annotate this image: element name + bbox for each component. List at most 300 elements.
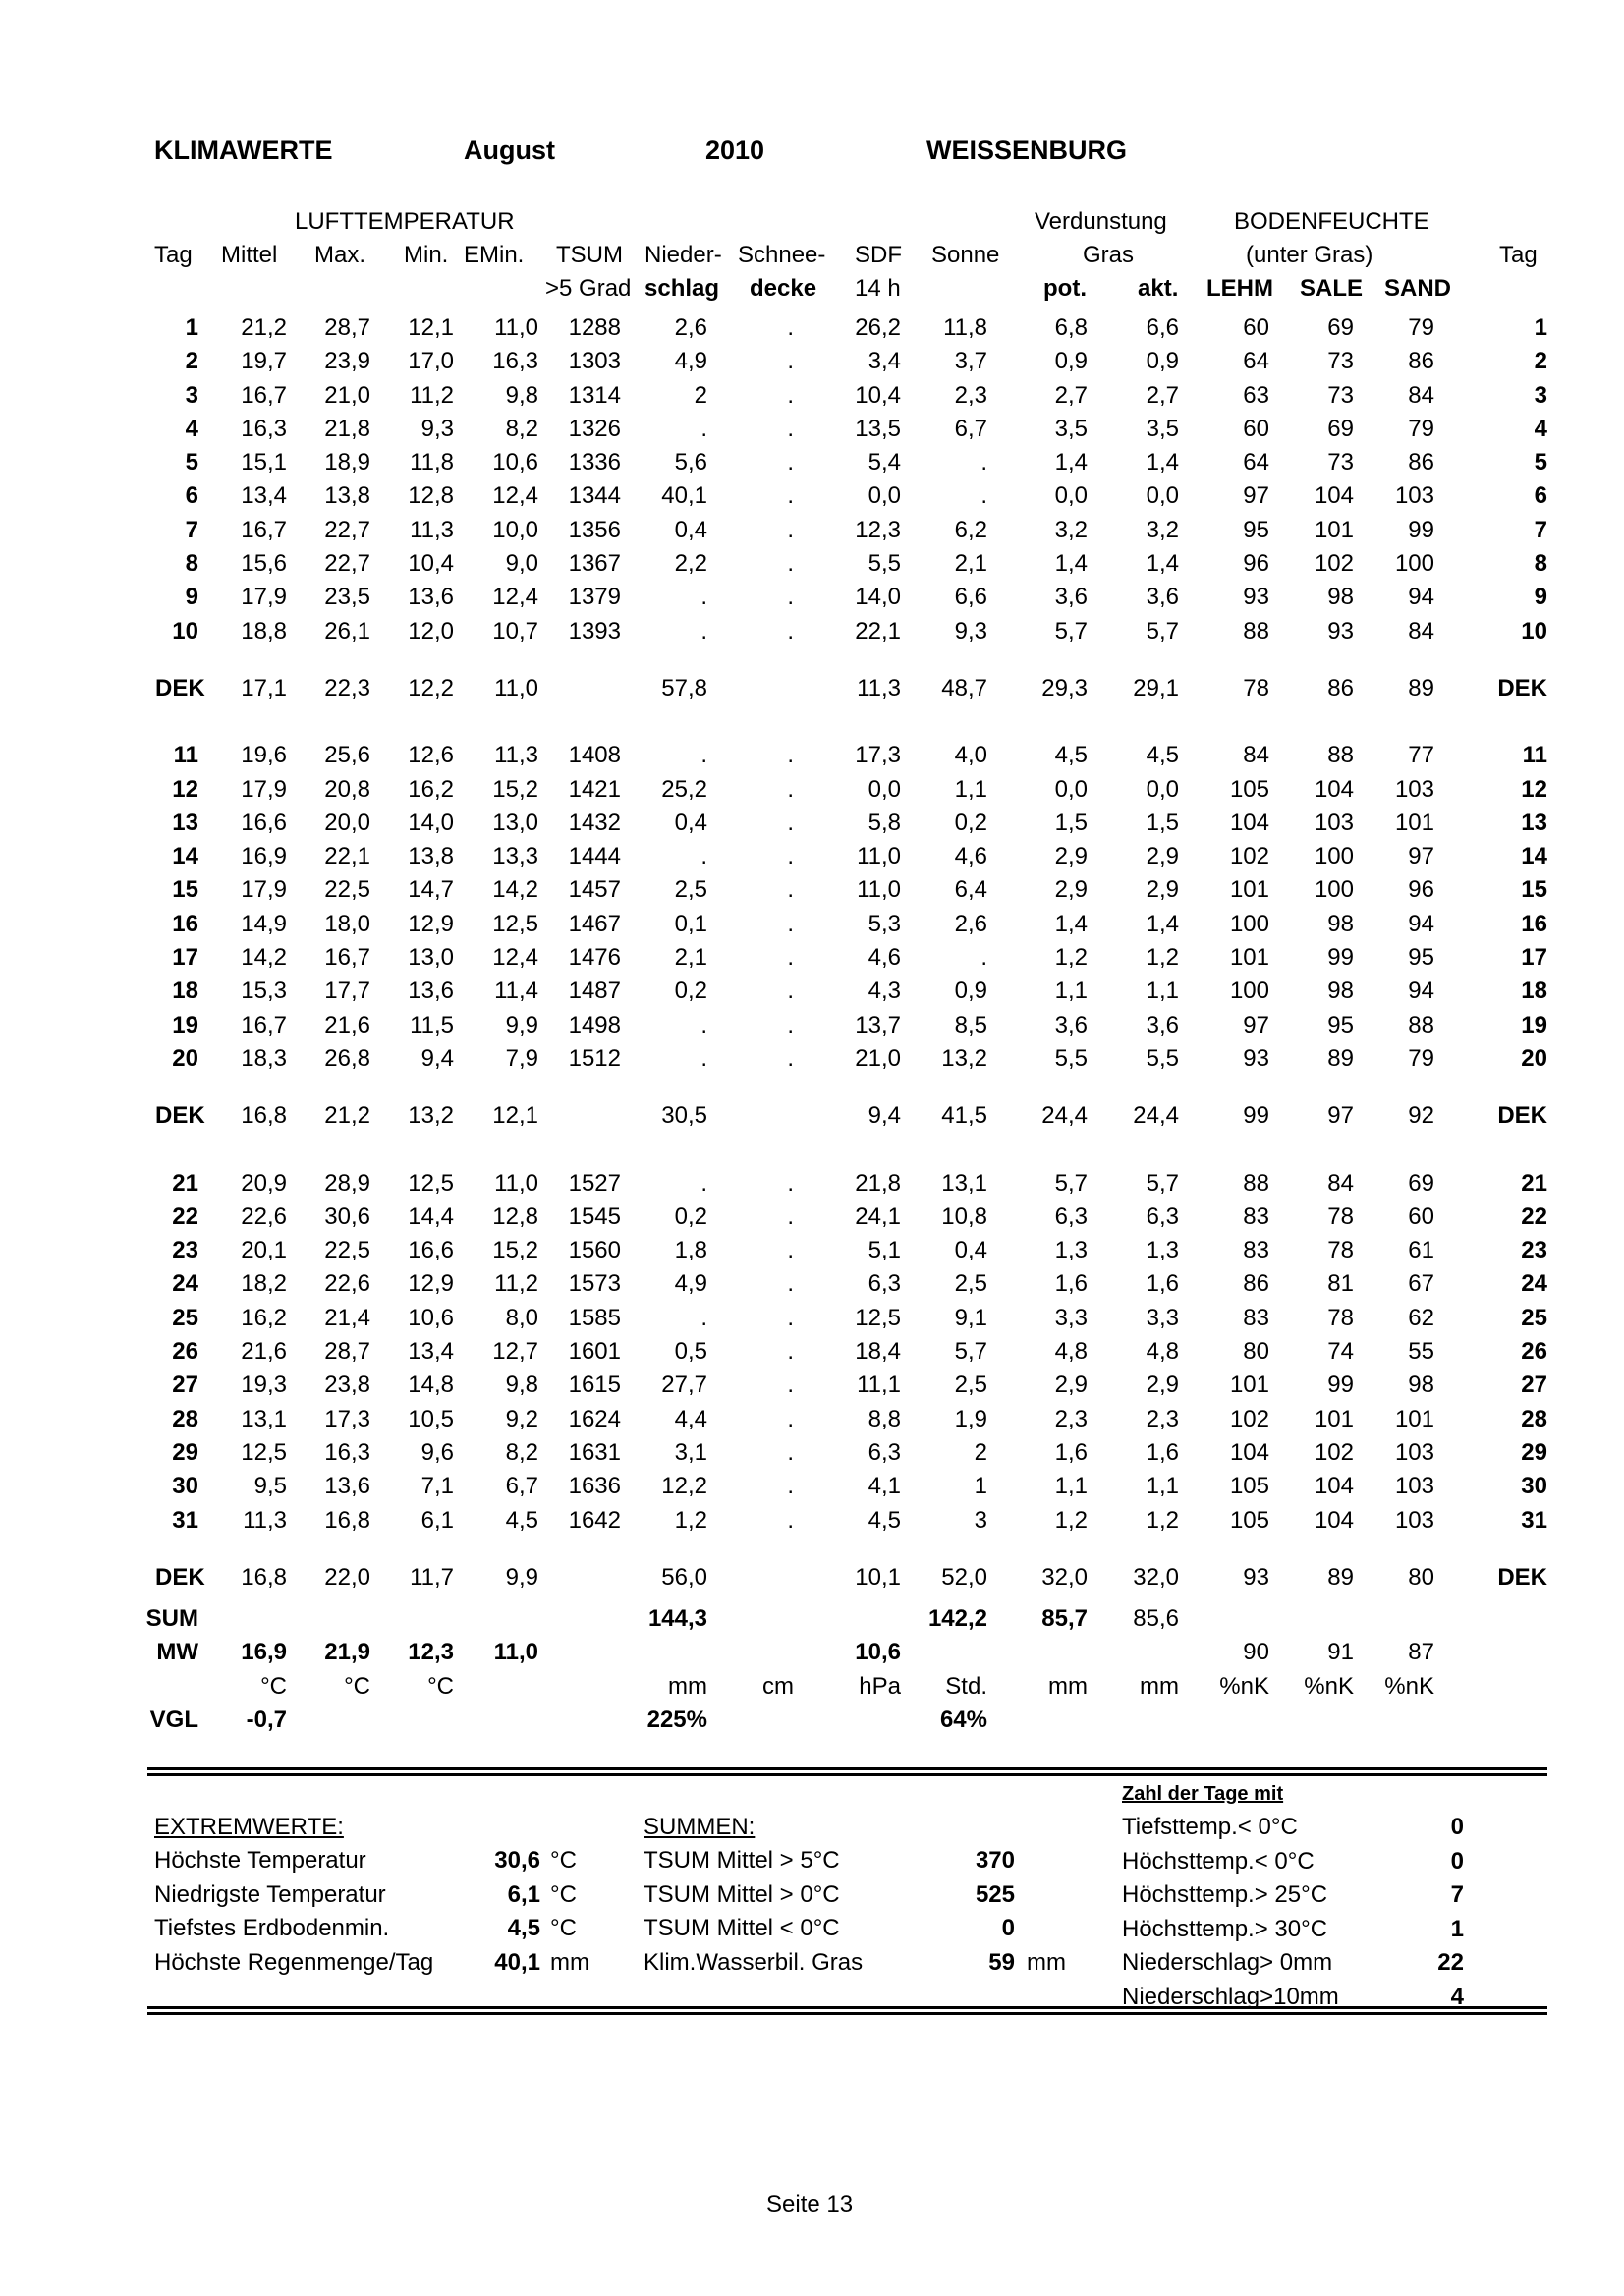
table-cell: 16,3 (241, 415, 287, 442)
table-cell: 24,4 (1133, 1102, 1179, 1130)
table-cell: 1,4 (1146, 910, 1179, 937)
table-cell: °C (260, 1672, 287, 1700)
table-cell: 25 (172, 1304, 198, 1331)
table-cell: 0,0 (1146, 482, 1179, 510)
table-cell: 95 (1408, 944, 1434, 972)
table-cell: 19 (172, 1011, 198, 1038)
table-cell: 9,9 (505, 1011, 538, 1038)
table-cell: 29,3 (1041, 674, 1088, 701)
table-cell: 17,3 (855, 742, 901, 769)
table-cell: 16,7 (241, 381, 287, 409)
table-cell: 103 (1314, 809, 1354, 836)
table-cell: 13,4 (408, 1338, 454, 1366)
table-cell: 1,2 (1146, 1506, 1179, 1534)
table-cell: 86 (1243, 1270, 1269, 1298)
table-cell: . (700, 1304, 707, 1331)
table-cell: 13,8 (324, 482, 370, 510)
table-row (147, 1473, 1547, 1506)
table-cell: 91 (1327, 1639, 1354, 1666)
table-cell: 11,0 (857, 876, 901, 904)
table-cell: 81 (1327, 1270, 1354, 1298)
table-cell: 24,4 (1041, 1102, 1088, 1130)
table-cell: 102 (1314, 1438, 1354, 1466)
table-cell: 1,1 (1146, 978, 1179, 1005)
table-cell: 86 (1408, 449, 1434, 476)
table-cell: 61 (1408, 1237, 1434, 1264)
table-cell: 12,9 (408, 1270, 454, 1298)
table-cell: 28,7 (324, 1338, 370, 1366)
table-cell: 225% (646, 1706, 707, 1733)
table-cell: 26 (1521, 1338, 1547, 1366)
header-lufttemperatur: LUFTTEMPERATUR (295, 208, 515, 235)
table-cell: 1,6 (1054, 1438, 1088, 1466)
table-cell: 1,2 (1146, 944, 1179, 972)
table-cell: 15 (172, 876, 198, 904)
table-row (147, 810, 1547, 843)
table-cell: 1367 (568, 550, 621, 578)
table-cell: 13 (172, 809, 198, 836)
table-cell: 11 (1522, 742, 1547, 769)
summen-unit: mm (1027, 1948, 1066, 1976)
table-cell: 12,9 (408, 910, 454, 937)
table-cell: 8,2 (505, 1438, 538, 1466)
table-cell: 73 (1327, 348, 1354, 375)
table-cell: %nK (1219, 1672, 1269, 1700)
table-cell: DEK (1497, 674, 1547, 701)
table-cell: 0,9 (954, 978, 987, 1005)
table-cell: 27 (172, 1372, 198, 1399)
table-cell: 3,4 (868, 348, 901, 375)
table-cell: mm (668, 1672, 707, 1700)
table-cell: 10,7 (492, 617, 538, 644)
table-cell: 15,2 (492, 775, 538, 803)
table-cell: 9,3 (954, 617, 987, 644)
table-cell: 4,5 (1146, 742, 1179, 769)
table-row (147, 482, 1547, 516)
header-mittel: Mittel (221, 242, 278, 268)
table-cell: 4,0 (954, 742, 987, 769)
table-cell: 0,4 (954, 1237, 987, 1264)
table-cell: 88 (1243, 1169, 1269, 1197)
table-cell: 11,7 (410, 1563, 454, 1591)
table-cell: . (787, 1338, 794, 1366)
header-sdf: SDF (855, 242, 902, 268)
summary-row-unit (147, 1673, 1547, 1707)
table-cell: 11,3 (243, 1506, 287, 1534)
header-schnee: Schnee- (738, 242, 826, 268)
table-cell: 26,1 (324, 617, 370, 644)
summen-value: 0 (1001, 1915, 1015, 1941)
header-schnee-sub: decke (750, 275, 817, 302)
table-cell: 6,3 (868, 1438, 901, 1466)
table-cell: 12,5 (241, 1438, 287, 1466)
table-cell: 16,8 (241, 1563, 287, 1591)
table-cell: 80 (1408, 1563, 1434, 1591)
table-row (147, 911, 1547, 944)
month-label: August (464, 136, 555, 165)
summen-value: 59 (988, 1948, 1015, 1976)
summen-value: 370 (975, 1847, 1015, 1874)
table-cell: 12,2 (408, 674, 454, 701)
table-cell: 2,3 (954, 381, 987, 409)
table-cell: 28,7 (324, 314, 370, 341)
table-cell: DEK (155, 1563, 205, 1591)
table-cell: 8,2 (505, 415, 538, 442)
table-cell: 84 (1243, 742, 1269, 769)
table-cell: 1,6 (1146, 1270, 1179, 1298)
table-cell: 21,8 (855, 1169, 901, 1197)
station-label: WEISSENBURG (926, 136, 1128, 165)
extreme-value: 30,6 (494, 1847, 540, 1874)
extreme-unit: mm (550, 1948, 589, 1976)
table-cell: 5,5 (1054, 1044, 1088, 1072)
table-cell: %nK (1384, 1672, 1434, 1700)
table-cell: 17,3 (324, 1405, 370, 1432)
table-cell: Std. (945, 1672, 987, 1700)
table-cell: 14 (172, 843, 198, 870)
table-cell: 5,7 (1054, 1169, 1088, 1197)
table-cell: . (787, 348, 794, 375)
table-cell: 2,5 (954, 1372, 987, 1399)
row-spacer (147, 1079, 1547, 1102)
table-cell: 9 (185, 584, 198, 611)
table-row (147, 1170, 1547, 1204)
table-cell: 22,1 (855, 617, 901, 644)
table-row (147, 618, 1547, 651)
table-cell: DEK (1497, 1102, 1547, 1130)
table-cell: 89 (1327, 1044, 1354, 1072)
table-cell: 1288 (568, 314, 621, 341)
header-akt: akt. (1138, 275, 1179, 302)
table-cell: DEK (1497, 1563, 1547, 1591)
table-row (147, 944, 1547, 978)
table-cell: 4,9 (674, 348, 707, 375)
table-cell: 11,8 (943, 314, 987, 341)
table-cell: 6,2 (954, 516, 987, 543)
table-cell: 97 (1327, 1102, 1354, 1130)
table-cell: hPa (859, 1672, 901, 1700)
row-spacer (147, 708, 1547, 742)
table-cell: %nK (1304, 1672, 1354, 1700)
table-cell: 92 (1408, 1102, 1434, 1130)
table-cell: 11,2 (494, 1270, 538, 1298)
table-cell: 13,6 (408, 978, 454, 1005)
table-cell: 10,6 (492, 449, 538, 476)
table-cell: 1585 (568, 1304, 621, 1331)
table-row (147, 449, 1547, 482)
table-cell: 7 (1534, 516, 1547, 543)
table-cell: 10,4 (855, 381, 901, 409)
header-sdf-sub: 14 h (855, 275, 901, 302)
table-cell: . (787, 314, 794, 341)
header-nieder: Nieder- (644, 242, 722, 268)
table-cell: 103 (1394, 1473, 1434, 1500)
table-cell: 18 (1521, 978, 1547, 1005)
header-tsum-sub: >5 Grad (545, 275, 632, 302)
table-cell: 11,5 (410, 1011, 454, 1038)
table-row (147, 1372, 1547, 1405)
table-cell: 9,3 (420, 415, 454, 442)
table-cell: 25,2 (661, 775, 707, 803)
table-cell: 6,3 (868, 1270, 901, 1298)
year-label: 2010 (705, 136, 765, 165)
table-cell: 0,0 (868, 482, 901, 510)
table-cell: 103 (1394, 482, 1434, 510)
table-row (147, 1270, 1547, 1304)
tage-label: Tiefsttemp.< 0°C (1122, 1814, 1298, 1840)
table-cell: 14 (1521, 843, 1547, 870)
table-cell: 2 (185, 348, 198, 375)
table-cell: 83 (1243, 1203, 1269, 1230)
table-cell: 13,6 (324, 1473, 370, 1500)
table-cell: . (787, 775, 794, 803)
table-cell: 100 (1229, 910, 1269, 937)
table-cell: 0,4 (674, 809, 707, 836)
table-cell: . (787, 1473, 794, 1500)
table-cell: 19,7 (241, 348, 287, 375)
table-cell: 23,9 (324, 348, 370, 375)
table-cell: 30 (1521, 1473, 1547, 1500)
table-cell: 14,2 (492, 876, 538, 904)
table-cell: 11,8 (410, 449, 454, 476)
table-cell: 1,4 (1146, 449, 1179, 476)
extreme-unit: °C (550, 1915, 577, 1941)
table-cell: 3,2 (1146, 516, 1179, 543)
table-cell: 11,0 (857, 843, 901, 870)
table-cell: 99 (1243, 1102, 1269, 1130)
extreme-value: 6,1 (507, 1880, 540, 1908)
table-cell: 22 (172, 1203, 198, 1230)
table-cell: 3,7 (954, 348, 987, 375)
table-cell: 86 (1408, 348, 1434, 375)
summen-label: TSUM Mittel > 5°C (644, 1847, 840, 1874)
table-cell: 5,7 (1146, 1169, 1179, 1197)
table-cell: 2,6 (954, 910, 987, 937)
table-cell: 1457 (568, 876, 621, 904)
table-cell: 64 (1243, 449, 1269, 476)
tage-value: 1 (1450, 1915, 1464, 1942)
table-cell: 18,0 (324, 910, 370, 937)
tage-label: Höchsttemp.> 25°C (1122, 1881, 1328, 1908)
table-cell: 1,4 (1146, 550, 1179, 578)
table-cell: 102 (1229, 843, 1269, 870)
table-cell: 20,0 (324, 809, 370, 836)
table-cell: 23,5 (324, 584, 370, 611)
table-cell: 40,1 (661, 482, 707, 510)
table-cell: 1,1 (1054, 978, 1088, 1005)
tage-value: 22 (1437, 1949, 1464, 1976)
table-cell: 26,8 (324, 1044, 370, 1072)
table-cell: 12,2 (661, 1473, 707, 1500)
table-cell: 29,1 (1133, 674, 1179, 701)
table-cell: 41,5 (941, 1102, 987, 1130)
table-cell: 1615 (568, 1372, 621, 1399)
table-cell: 3,1 (674, 1438, 707, 1466)
table-cell: 12,7 (492, 1338, 538, 1366)
table-cell: 23 (1521, 1237, 1547, 1264)
table-cell: 83 (1243, 1304, 1269, 1331)
table-cell: . (787, 1372, 794, 1399)
table-cell: 27 (1521, 1372, 1547, 1399)
table-cell: 99 (1327, 944, 1354, 972)
table-row (147, 1237, 1547, 1270)
table-cell: 9 (1534, 584, 1547, 611)
table-cell: 17,1 (241, 674, 287, 701)
table-cell: 16,9 (241, 843, 287, 870)
table-cell: 142,2 (927, 1605, 987, 1633)
table-cell: 79 (1408, 314, 1434, 341)
table-row (147, 1439, 1547, 1473)
table-cell: 1 (1534, 314, 1547, 341)
table-cell: 22,0 (324, 1563, 370, 1591)
table-cell: 3,6 (1146, 1011, 1179, 1038)
table-cell: 0,9 (1054, 348, 1088, 375)
table-cell: mm (1140, 1672, 1179, 1700)
table-cell: 13,7 (855, 1011, 901, 1038)
table-cell: 21,6 (324, 1011, 370, 1038)
table-cell: 0,2 (954, 809, 987, 836)
table-cell: 100 (1314, 876, 1354, 904)
table-cell: 5 (185, 449, 198, 476)
table-cell: 1545 (568, 1203, 621, 1230)
summen-label: Klim.Wasserbil. Gras (644, 1948, 864, 1976)
table-cell: 1314 (568, 381, 621, 409)
table-cell: 6,7 (505, 1473, 538, 1500)
table-cell: 12 (172, 775, 198, 803)
table-cell: 74 (1327, 1338, 1354, 1366)
table-cell: 6,3 (1054, 1203, 1088, 1230)
table-cell: 48,7 (941, 674, 987, 701)
table-cell: 16,8 (241, 1102, 287, 1130)
table-cell: 15,3 (241, 978, 287, 1005)
table-cell: 1,6 (1054, 1270, 1088, 1298)
table-cell: 7,1 (420, 1473, 454, 1500)
table-cell: 94 (1408, 978, 1434, 1005)
table-cell: 1,1 (1054, 1473, 1088, 1500)
table-cell: 16,2 (241, 1304, 287, 1331)
table-cell: 8,5 (954, 1011, 987, 1038)
row-spacer (147, 1137, 1547, 1170)
table-cell: 32,0 (1041, 1563, 1088, 1591)
table-cell: 12,4 (492, 944, 538, 972)
table-cell: 6,6 (954, 584, 987, 611)
table-cell: 7,9 (505, 1044, 538, 1072)
table-cell: . (787, 944, 794, 972)
summen-title: SUMMEN: (644, 1814, 756, 1840)
table-cell: 103 (1394, 1506, 1434, 1534)
table-cell: 97 (1243, 1011, 1269, 1038)
table-cell: 4 (1534, 415, 1547, 442)
table-cell: 17,9 (241, 584, 287, 611)
table-cell: 52,0 (941, 1563, 987, 1591)
table-cell: 1,4 (1054, 449, 1088, 476)
table-cell: 24 (172, 1270, 198, 1298)
table-cell: 9,4 (420, 1044, 454, 1072)
table-cell: 102 (1229, 1405, 1269, 1432)
table-cell: . (700, 1011, 707, 1038)
extreme-label: Höchste Temperatur (154, 1847, 366, 1874)
table-cell: . (787, 381, 794, 409)
table-cell: 9,2 (505, 1405, 538, 1432)
table-cell: 22,5 (324, 876, 370, 904)
table-cell: 78 (1243, 674, 1269, 701)
table-cell: . (787, 516, 794, 543)
table-cell: 4,8 (1054, 1338, 1088, 1366)
table-cell: 22,1 (324, 843, 370, 870)
table-row (147, 742, 1547, 775)
table-cell: 19,3 (241, 1372, 287, 1399)
table-cell: 100 (1314, 843, 1354, 870)
table-row (147, 1305, 1547, 1338)
table-cell: 1527 (568, 1169, 621, 1197)
extreme-value: 40,1 (494, 1948, 540, 1976)
table-cell: 4,6 (868, 944, 901, 972)
table-cell: 1560 (568, 1237, 621, 1264)
table-cell: 11,3 (410, 516, 454, 543)
table-cell: 3 (185, 381, 198, 409)
table-cell: 13,8 (408, 843, 454, 870)
table-cell: 0,9 (1146, 348, 1179, 375)
table-cell: 6,4 (954, 876, 987, 904)
table-cell: 88 (1327, 742, 1354, 769)
table-cell: 22,7 (324, 516, 370, 543)
table-cell: 62 (1408, 1304, 1434, 1331)
table-cell: 1,8 (674, 1237, 707, 1264)
table-cell: 57,8 (661, 674, 707, 701)
table-cell: °C (344, 1672, 370, 1700)
table-cell: 3,3 (1054, 1304, 1088, 1331)
table-cell: . (787, 617, 794, 644)
table-cell: . (700, 843, 707, 870)
extreme-unit: °C (550, 1847, 577, 1874)
table-cell: 89 (1408, 674, 1434, 701)
table-cell: . (787, 1203, 794, 1230)
table-cell: 13,2 (941, 1044, 987, 1072)
table-cell: 86 (1327, 674, 1354, 701)
table-cell: 13,1 (941, 1169, 987, 1197)
table-cell: 2,2 (674, 550, 707, 578)
row-spacer (147, 1597, 1547, 1605)
table-cell: 4,4 (674, 1405, 707, 1432)
extremwerte-title: EXTREMWERTE: (154, 1814, 344, 1840)
table-cell: 5,5 (868, 550, 901, 578)
table-cell: -0,7 (246, 1706, 287, 1733)
table-cell: 104 (1314, 775, 1354, 803)
table-cell: . (700, 617, 707, 644)
table-cell: . (700, 1169, 707, 1197)
table-cell: 16,2 (408, 775, 454, 803)
table-cell: 11,4 (494, 978, 538, 1005)
table-cell: . (787, 876, 794, 904)
table-cell: 1 (974, 1473, 987, 1500)
table-cell: 11,2 (410, 381, 454, 409)
summary-row-vgl (147, 1707, 1547, 1740)
table-cell: 144,3 (647, 1605, 707, 1633)
table-row (147, 1012, 1547, 1045)
table-cell: . (787, 1270, 794, 1298)
table-cell: 1 (185, 314, 198, 341)
table-cell: 17 (172, 944, 198, 972)
table-cell: 26,2 (855, 314, 901, 341)
table-cell: 18,9 (324, 449, 370, 476)
table-cell: 16,3 (492, 348, 538, 375)
table-cell: 16,9 (241, 1639, 287, 1666)
table-cell: 18,3 (241, 1044, 287, 1072)
header-pot: pot. (1043, 275, 1087, 302)
table-cell: 0,4 (674, 516, 707, 543)
table-cell: 104 (1229, 809, 1269, 836)
row-spacer (147, 651, 1547, 675)
